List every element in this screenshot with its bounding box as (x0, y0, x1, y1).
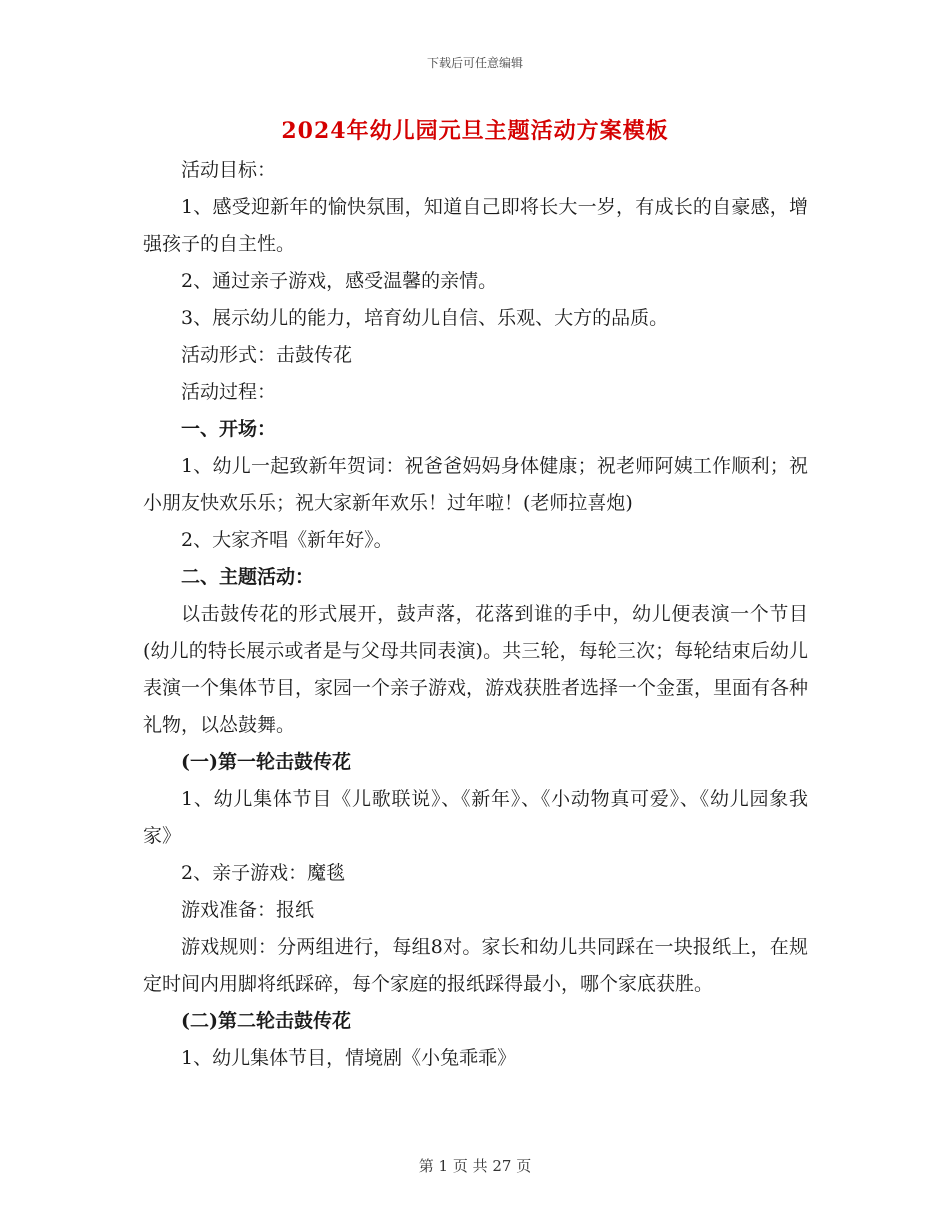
paragraph: 2、大家齐唱《新年好》。 (181, 529, 393, 551)
page-footer: 第 1 页 共 27 页 (418, 1157, 532, 1175)
paragraph: 活动过程： (181, 381, 277, 403)
paragraph: 1、感受迎新年的愉快氛围，知道自己即将长大一岁，有成长的自豪感，增强孩子的自主性。 (143, 196, 808, 255)
paragraph: 游戏准备：报纸 (181, 899, 315, 921)
section-heading: 一、开场： (181, 418, 277, 440)
paragraph: 活动目标： (181, 159, 277, 181)
paragraph: 1、幼儿一起致新年贺词：祝爸爸妈妈身体健康；祝老师阿姨工作顺利；祝小朋友快欢乐乐；祝大家新年欢乐！过年啦！(老师拉喜炮) (143, 455, 808, 514)
subsection-heading: (二)第二轮击鼓传花 (181, 1010, 351, 1032)
document-body (143, 152, 808, 1077)
paragraph: 1、幼儿集体节目，情境剧《小兔乖乖》 (181, 1047, 517, 1069)
paragraph: 以击鼓传花的形式展开，鼓声落，花落到谁的手中，幼儿便表演一个节目(幼儿的特长展示或者是与父母共同表演)。共三轮，每轮三次；每轮结束后幼儿表演一个集体节目，家园一个亲子游戏，游戏获胜者选择一个金蛋，里面有各种礼物，以怂鼓舞。 (143, 603, 809, 736)
paragraph: 1、幼儿集体节目《儿歌联说》、《新年》、《小动物真可爱》、《幼儿园象我家》 (143, 788, 808, 847)
paragraph: 2、通过亲子游戏，感受温馨的亲情。 (181, 270, 498, 292)
document-title: 2024年幼儿园元旦主题活动方案模板 (281, 118, 669, 144)
section-heading: 二、主题活动： (181, 566, 315, 588)
paragraph: 3、展示幼儿的能力，培育幼儿自信、乐观、大方的品质。 (181, 307, 669, 329)
paragraph: 游戏规则：分两组进行，每组8对。家长和幼儿共同踩在一块报纸上，在规定时间内用脚将纸踩碎，每个家庭的报纸踩得最小，哪个家底获胜。 (143, 936, 808, 995)
paragraph: 活动形式：击鼓传花 (181, 344, 353, 366)
paragraph: 2、亲子游戏：魔毯 (181, 862, 346, 884)
subsection-heading: (一)第一轮击鼓传花 (181, 751, 351, 773)
header-note: 下载后可任意编辑 (426, 56, 523, 70)
